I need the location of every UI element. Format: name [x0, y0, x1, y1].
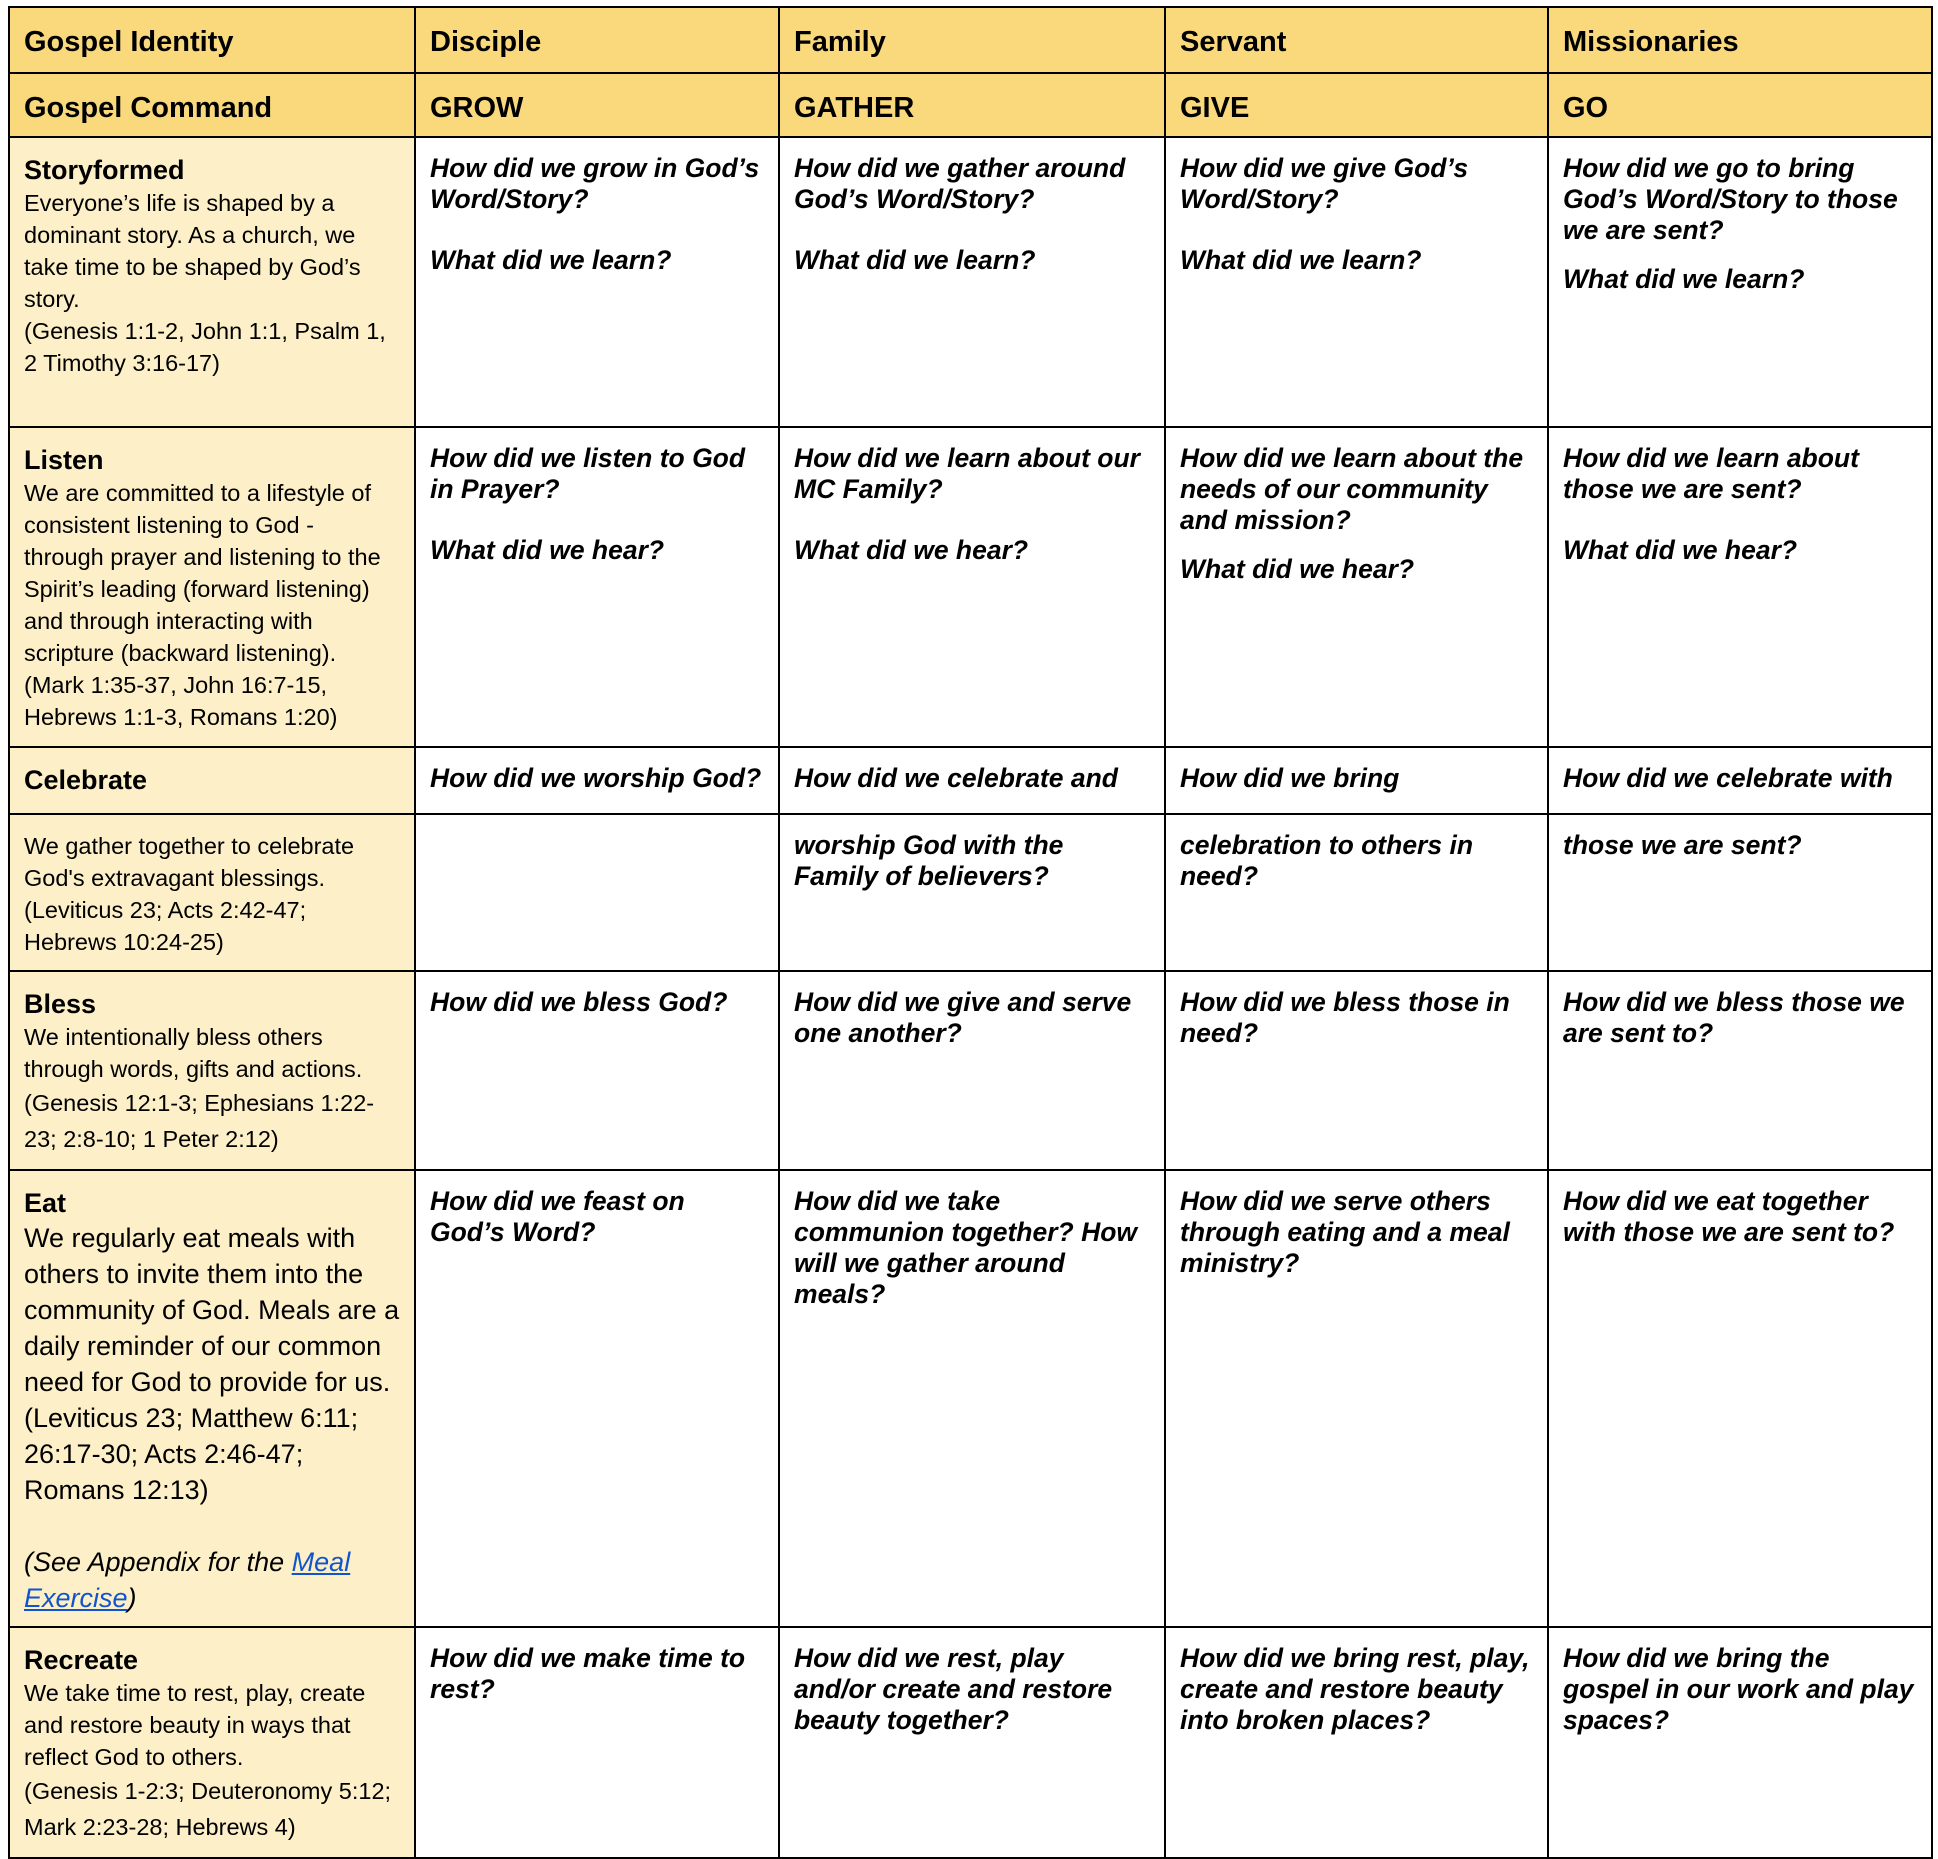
question: What did we learn? — [1180, 245, 1422, 275]
question: How did we eat together with those we are sent to? — [1563, 1186, 1895, 1247]
eat-title: Eat — [24, 1188, 67, 1218]
question: How did we go to bring God’s Word/Story to those we are sent? — [1563, 153, 1898, 245]
question: How did we bless those in need? — [1180, 987, 1510, 1048]
question: How did we feast on God’s Word? — [430, 1186, 685, 1247]
cell-bless-disciple — [415, 971, 779, 1170]
row-recreate — [9, 1627, 1932, 1858]
celebrate-title: Celebrate — [24, 765, 148, 795]
question: How did we bless God? — [430, 987, 728, 1017]
cell-celebrate-missionaries — [1548, 747, 1932, 814]
question: What did we hear? — [794, 535, 1029, 565]
listen-references: (Mark 1:35-37, John 16:7-15, Hebrews 1:1-3, Romans 1:20) — [24, 672, 338, 730]
question: How did we make time to rest? — [430, 1643, 746, 1704]
header-grow: GROW — [415, 73, 779, 137]
label-listen — [9, 427, 415, 747]
cell-eat-servant — [1165, 1170, 1548, 1627]
cell-recreate-servant — [1165, 1627, 1548, 1858]
eat-references: (Leviticus 23; Matthew 6:11; 26:17-30; Acts 2:46-47; Romans 12:13) — [24, 1403, 359, 1505]
header-family: Family — [779, 7, 1165, 73]
header-gather: GATHER — [779, 73, 1165, 137]
listen-description: We are committed to a lifestyle of consistent listening to God - through prayer and listening to the Spirit’s leading (forward listening) and through interacting with scripture (backward listening). — [24, 480, 381, 666]
cell-eat-disciple — [415, 1170, 779, 1627]
question: How did we take communion together? How will we gather around meals? — [794, 1186, 1138, 1309]
command-header-row — [9, 73, 1932, 137]
row-celebrate-continued — [9, 814, 1932, 971]
identity-header-row — [9, 7, 1932, 73]
question: How did we celebrate with — [1563, 763, 1893, 793]
question: How did we bring rest, play, create and restore beauty into broken places? — [1180, 1643, 1530, 1735]
bless-description: We intentionally bless others through words, gifts and actions. — [24, 1024, 363, 1082]
cell-recreate-disciple — [415, 1627, 779, 1858]
cell-bless-family — [779, 971, 1165, 1170]
storyformed-references: (Genesis 1:1-2, John 1:1, Psalm 1, 2 Timothy 3:16-17) — [24, 318, 386, 376]
question: How did we gather around God’s Word/Story? — [794, 153, 1126, 214]
question: What did we learn? — [430, 245, 672, 275]
listen-title: Listen — [24, 445, 104, 475]
question: How did we rest, play and/or create and restore beauty together? — [794, 1643, 1113, 1735]
cell-storyformed-missionaries — [1548, 137, 1932, 427]
label-celebrate-continued — [9, 814, 415, 971]
row-celebrate-top — [9, 747, 1932, 814]
row-storyformed — [9, 137, 1932, 427]
cell-celebrate-servant-cont — [1165, 814, 1548, 971]
cell-celebrate-family-cont — [779, 814, 1165, 971]
cell-listen-missionaries — [1548, 427, 1932, 747]
question: How did we worship God? — [430, 763, 762, 793]
cell-listen-servant — [1165, 427, 1548, 747]
header-servant: Servant — [1165, 7, 1548, 73]
question: worship God with the Family of believers? — [794, 830, 1064, 891]
question: What did we learn? — [794, 245, 1036, 275]
recreate-references: (Genesis 1-2:3; Deuteronomy 5:12; Mark 2:23-28; Hebrews 4) — [24, 1778, 392, 1840]
question: What did we hear? — [1180, 554, 1415, 584]
cell-recreate-family — [779, 1627, 1165, 1858]
question: How did we give God’s Word/Story? — [1180, 153, 1469, 214]
question: How did we bring the gospel in our work and play spaces? — [1563, 1643, 1914, 1735]
cell-celebrate-disciple — [415, 747, 779, 814]
question: What did we hear? — [1563, 535, 1798, 565]
celebrate-references: (Leviticus 23; Acts 2:42-47; Hebrews 10:24-25) — [24, 897, 307, 955]
question: How did we grow in God’s Word/Story? — [430, 153, 760, 214]
storyformed-description: Everyone’s life is shaped by a dominant story. As a church, we take time to be shaped by God’s story. — [24, 190, 361, 312]
header-give: GIVE — [1165, 73, 1548, 137]
question: How did we celebrate and — [794, 763, 1118, 793]
label-storyformed — [9, 137, 415, 427]
label-celebrate — [9, 747, 415, 814]
question: How did we learn about those we are sent? — [1563, 443, 1859, 504]
celebrate-description: We gather together to celebrate God's extravagant blessings. — [24, 833, 355, 891]
cell-celebrate-family — [779, 747, 1165, 814]
cell-eat-missionaries — [1548, 1170, 1932, 1627]
question: How did we listen to God in Prayer? — [430, 443, 746, 504]
cell-celebrate-servant — [1165, 747, 1548, 814]
row-eat — [9, 1170, 1932, 1627]
cell-storyformed-family — [779, 137, 1165, 427]
cell-celebrate-missionaries-cont — [1548, 814, 1932, 971]
cell-bless-servant — [1165, 971, 1548, 1170]
cell-storyformed-disciple — [415, 137, 779, 427]
cell-recreate-missionaries — [1548, 1627, 1932, 1858]
cell-listen-disciple — [415, 427, 779, 747]
bless-title: Bless — [24, 989, 97, 1019]
cell-bless-missionaries — [1548, 971, 1932, 1170]
question: What did we learn? — [1563, 264, 1805, 294]
label-eat — [9, 1170, 415, 1627]
header-disciple: Disciple — [415, 7, 779, 73]
meal-exercise-link[interactable]: Meal Exercise — [24, 1547, 351, 1613]
question: those we are sent? — [1563, 830, 1802, 860]
label-bless — [9, 971, 415, 1170]
header-gospel-identity: Gospel Identity — [9, 7, 415, 73]
row-listen — [9, 427, 1932, 747]
eat-description: We regularly eat meals with others to invite them into the community of God. Meals are a daily reminder of our common need for God to provide for us. — [24, 1223, 400, 1397]
cell-listen-family — [779, 427, 1165, 747]
cell-storyformed-servant — [1165, 137, 1548, 427]
question: celebration to others in need? — [1180, 830, 1474, 891]
label-recreate — [9, 1627, 415, 1858]
question: How did we bring — [1180, 763, 1400, 793]
question: How did we learn about our MC Family? — [794, 443, 1140, 504]
storyformed-title: Storyformed — [24, 155, 185, 185]
bless-references: (Genesis 12:1-3; Ephesians 1:22-23; 2:8-10; 1 Peter 2:12) — [24, 1090, 375, 1152]
eat-appendix-note: (See Appendix for the Meal Exercise) — [24, 1547, 351, 1613]
header-missionaries: Missionaries — [1548, 7, 1932, 73]
question: What did we hear? — [430, 535, 665, 565]
row-bless — [9, 971, 1932, 1170]
question: How did we give and serve one another? — [794, 987, 1132, 1048]
gospel-rhythms-table — [8, 6, 1933, 1859]
question: How did we learn about the needs of our community and mission? — [1180, 443, 1524, 535]
recreate-title: Recreate — [24, 1645, 139, 1675]
header-gospel-command: Gospel Command — [9, 73, 415, 137]
recreate-description: We take time to rest, play, create and restore beauty in ways that reflect God to others. — [24, 1680, 366, 1770]
cell-celebrate-disciple-cont — [415, 814, 779, 971]
header-go: GO — [1548, 73, 1932, 137]
cell-eat-family — [779, 1170, 1165, 1627]
question: How did we bless those we are sent to? — [1563, 987, 1905, 1048]
question: How did we serve others through eating and a meal ministry? — [1180, 1186, 1510, 1278]
